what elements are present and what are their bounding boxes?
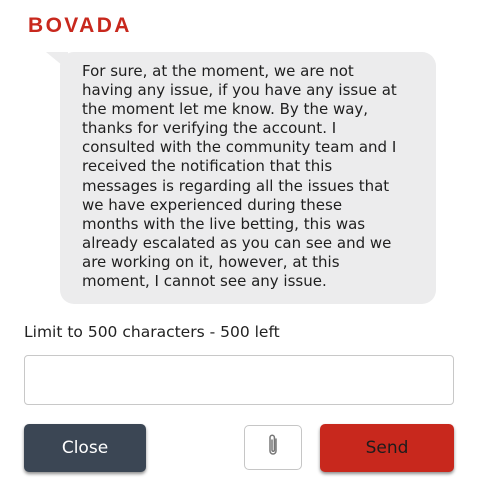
paperclip-icon — [266, 433, 280, 462]
close-button-label: Close — [61, 438, 109, 458]
agent-message-text: For sure, at the moment, we are not having any issue, if you have any issue at the moment let me know. By the way, thanks for verifying the account. I consulted with the community team and I received the notification that this messages is regarding all the issues that we have experienced during these months with the live betting, this was already escalated as you can see and we are working on it, however, at this moment, I cannot see any issue. — [82, 62, 397, 291]
message-input[interactable] — [24, 355, 454, 405]
send-button[interactable] — [320, 424, 454, 472]
character-limit-label: Limit to 500 characters - 500 left — [24, 323, 280, 341]
send-button-label: Send — [365, 438, 409, 458]
attach-file-button[interactable] — [244, 425, 302, 470]
agent-message-bubble — [60, 52, 436, 304]
bovada-logo: BOVADA — [28, 14, 132, 37]
close-button[interactable] — [24, 424, 146, 472]
